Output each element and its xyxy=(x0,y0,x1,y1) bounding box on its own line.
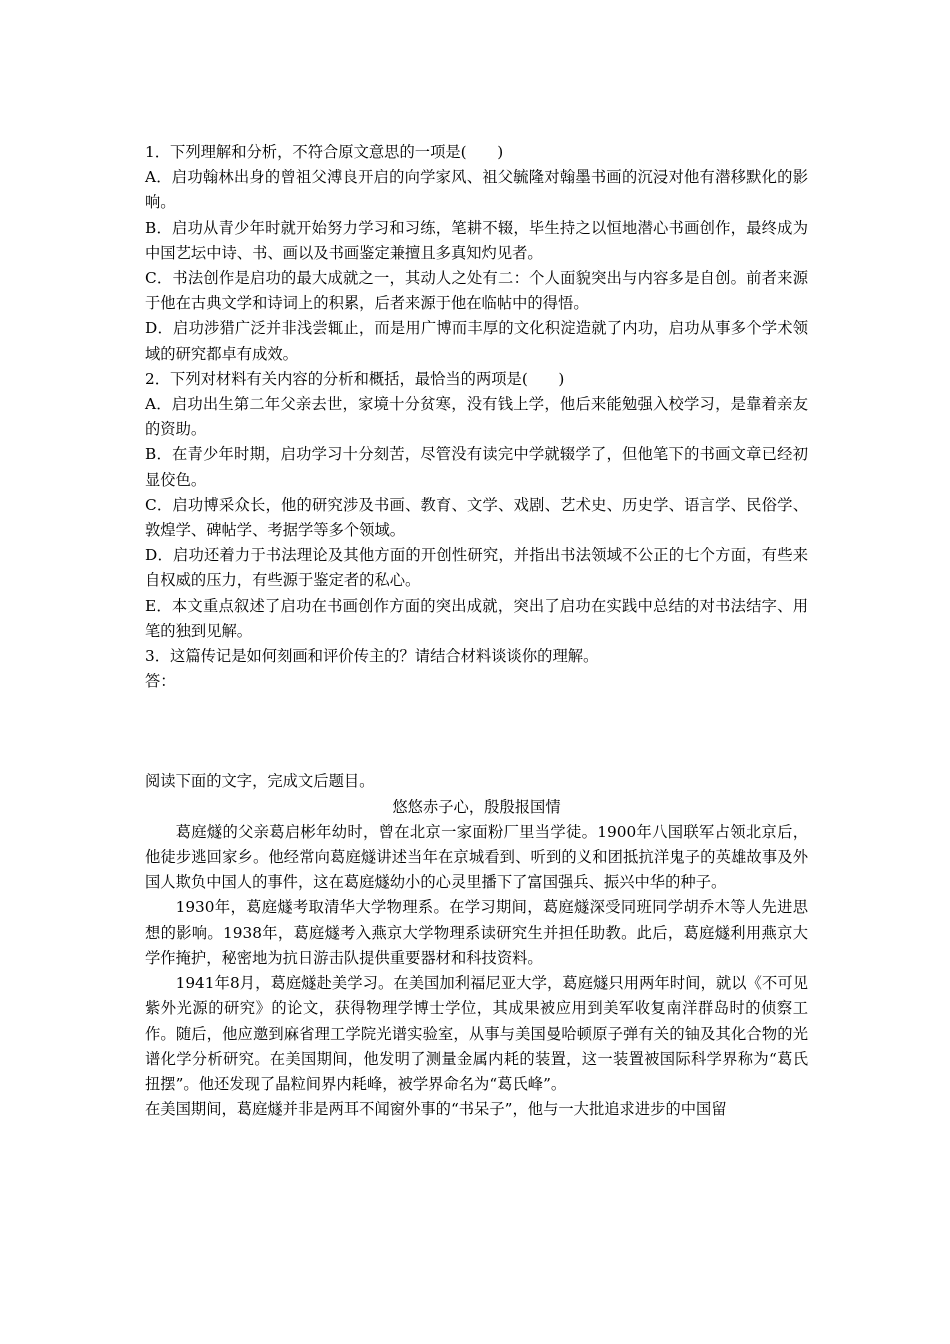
reading-instruction: 阅读下面的文字，完成文后题目。 xyxy=(145,772,375,791)
question-2-option-a: A．启功出生第二年父亲去世，家境十分贫寒，没有钱上学，他后来能勉强入校学习，是靠着亲友的资助。 xyxy=(145,395,808,439)
answer-space xyxy=(145,694,808,769)
question-1-stem: 1．下列理解和分析，不符合原文意思的一项是( ) xyxy=(145,143,504,161)
question-2-option-d: D．启功还着力于书法理论及其他方面的开创性研究，并指出书法领域不公正的七个方面，有些来自权威的压力，有些源于鉴定者的私心。 xyxy=(145,546,808,590)
question-2-option-c: C．启功博采众长，他的研究涉及书画、教育、文学、戏剧、艺术史、历史学、语言学、民俗学、敦煌学、碑帖学、考据学等多个领域。 xyxy=(145,495,808,540)
question-1-option-c: C．书法创作是启功的最大成就之一，其动人之处有二：个人面貌突出与内容多是自创。前者来源于他在古典文学和诗词上的积累，后者来源于他在临帖中的得悟。 xyxy=(145,269,808,313)
answer-label: 答： xyxy=(145,672,176,691)
document-page xyxy=(145,140,808,1122)
question-3-stem: 3．这篇传记是如何刻画和评价传主的？请结合材料谈谈你的理解。 xyxy=(145,647,599,666)
question-1-option-a: A．启功翰林出身的曾祖父溥良开启的向学家风、祖父毓隆对翰墨书画的沉浸对他有潜移默化的影响。 xyxy=(145,168,808,212)
article-paragraph: 1941年8月，葛庭燧赴美学习。在美国加利福尼亚大学，葛庭燧只用两年时间，就以《不可见紫外光源的研究》的论文，获得物理学博士学位，其成果被应用到美军收复南洋群岛时的侦察工作。随后，他应邀到麻省理工学院光谱实验室，从事与美国曼哈顿原子弹有关的铀及其化合物的光谱化学分析研究。在美国期间，他发明了测量金属内耗的装置，这一装置被国际科学界称为“葛氏扭摆”。他还发现了晶粒间界内耗峰，被学界命名为“葛氏峰”。 xyxy=(145,974,808,1093)
question-1-option-b: B．启功从青少年时就开始努力学习和习练，笔耕不辍，毕生持之以恒地潜心书画创作，最终成为中国艺坛中诗、书、画以及书画鉴定兼擅且多真知灼见者。 xyxy=(145,218,808,262)
question-1-option-d: D．启功涉猎广泛并非浅尝辄止，而是用广博而丰厚的文化积淀造就了内功，启功从事多个学术领域的研究都卓有成效。 xyxy=(145,319,808,363)
question-2-option-b: B．在青少年时期，启功学习十分刻苦，尽管没有读完中学就辍学了，但他笔下的书画文章已经初显佼色。 xyxy=(145,445,808,489)
article-paragraph-continued: 在美国期间，葛庭燧并非是两耳不闻窗外事的“书呆子”，他与一大批追求进步的中国留 xyxy=(145,1100,727,1119)
article-title: 悠悠赤子心，殷殷报国情 xyxy=(392,797,561,816)
question-2-option-e: E．本文重点叙述了启功在书画创作方面的突出成就，突出了启功在实践中总结的对书法结字、用笔的独到见解。 xyxy=(145,596,808,640)
question-2-stem: 2．下列对材料有关内容的分析和概括，最恰当的两项是( ) xyxy=(145,369,565,388)
article-paragraph: 1930年，葛庭燧考取清华大学物理系。在学习期间，葛庭燧深受同班同学胡乔木等人先进思想的影响。1938年，葛庭燧考入燕京大学物理系读研究生并担任助教。此后，葛庭燧利用燕京大学作掩护，秘密地为抗日游击队提供重要器材和科技资料。 xyxy=(145,898,808,967)
article-paragraph: 葛庭燧的父亲葛启彬年幼时，曾在北京一家面粉厂里当学徒。1900年八国联军占领北京后，他徒步逃回家乡。他经常向葛庭燧讲述当年在京城看到、听到的义和团抵抗洋鬼子的英雄故事及外国人欺负中国人的事件，这在葛庭燧幼小的心灵里播下了富国强兵、振兴中华的种子。 xyxy=(145,822,808,892)
